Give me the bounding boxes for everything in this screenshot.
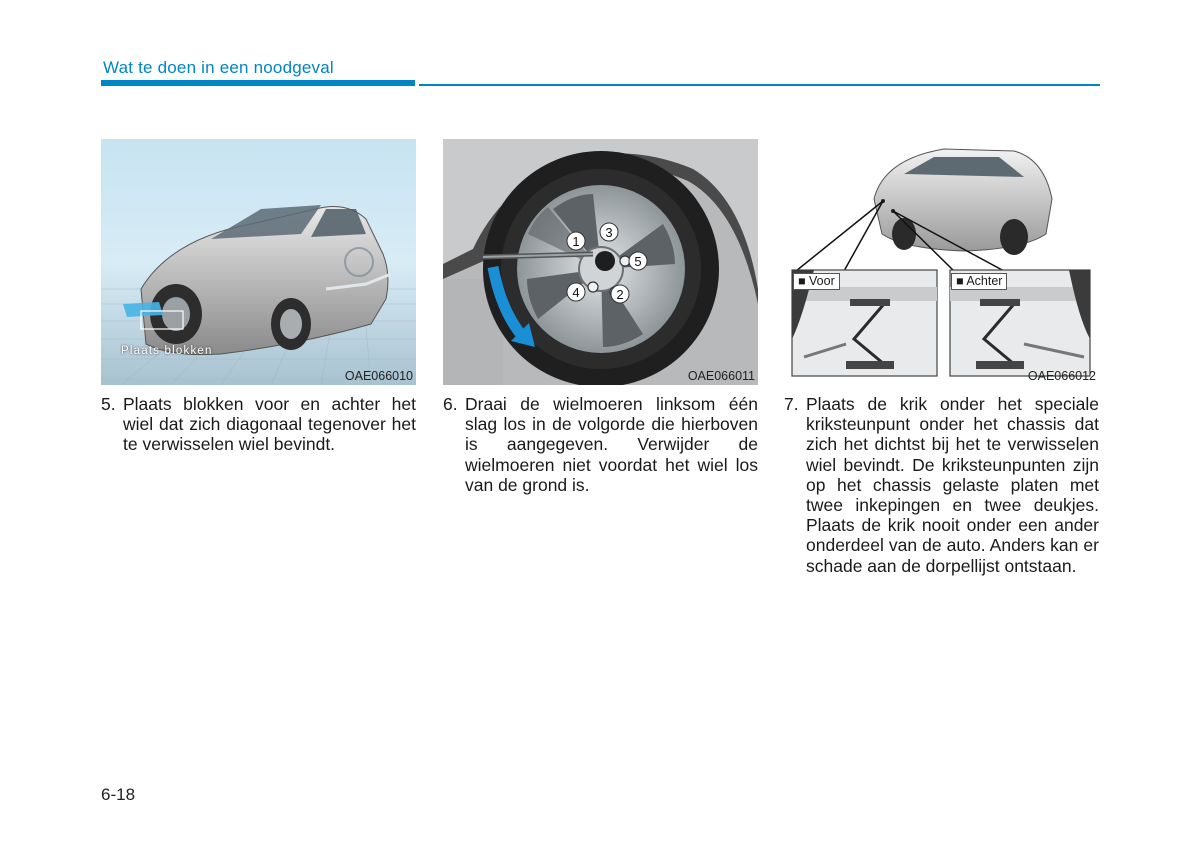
figure-wheel-nut-order [443,139,758,385]
figure-code: OAE066010 [344,369,413,383]
jack-points-illustration [784,139,1099,385]
figure-wheel-chocks [101,139,416,385]
header-rule-thick [101,80,415,86]
figure-code: OAE066011 [687,369,755,383]
page-number: 6-18 [101,785,136,804]
figure-jacking-points [784,139,1099,385]
header-rule-thin [419,84,1100,86]
nut-marker-label-1: 1 [572,234,580,249]
step-text: Plaats de krik onder het speciale kriksteunpunt onder het chassis dat zich het dichtst bij het te verwisselen wiel bevindt. De kriksteunpunten zijn op het chassis gelaste platen met twee inkepingen en twee deukjes. Plaats de krik nooit onder een ander onderdeel van de auto. Anders kan er schade aan de dorpellijst ontstaan. [806,394,1099,576]
figure-overlay-caption: Plaats blokken [121,345,213,357]
step-number: 7. [784,394,799,414]
step-7 [784,394,1099,576]
step-number: 6. [443,394,458,414]
step-text: Draai de wielmoeren linksom één slag los in de volgorde die hierboven is aangegeven. Verwijder de wielmoeren niet voordat het wiel los van de grond is. [465,394,758,495]
figure-code: OAE066012 [1027,369,1096,383]
nut-marker-label-4: 4 [572,285,580,300]
step-number: 5. [101,394,116,414]
step-6 [443,394,758,495]
section-title: Wat te doen in een noodgeval [103,58,334,77]
label-front: ■ Voor [793,273,840,290]
wheel-nuts-illustration [443,139,758,385]
nut-marker-label-3: 3 [605,225,613,240]
nut-marker-label-5: 5 [634,254,642,269]
step-text: Plaats blokken voor en achter het wiel dat zich diagonaal tegenover het te verwisselen wiel bevindt. [123,394,416,455]
nut-marker-label-2: 2 [616,287,624,302]
label-rear: ■ Achter [951,273,1007,290]
step-5 [101,394,416,455]
